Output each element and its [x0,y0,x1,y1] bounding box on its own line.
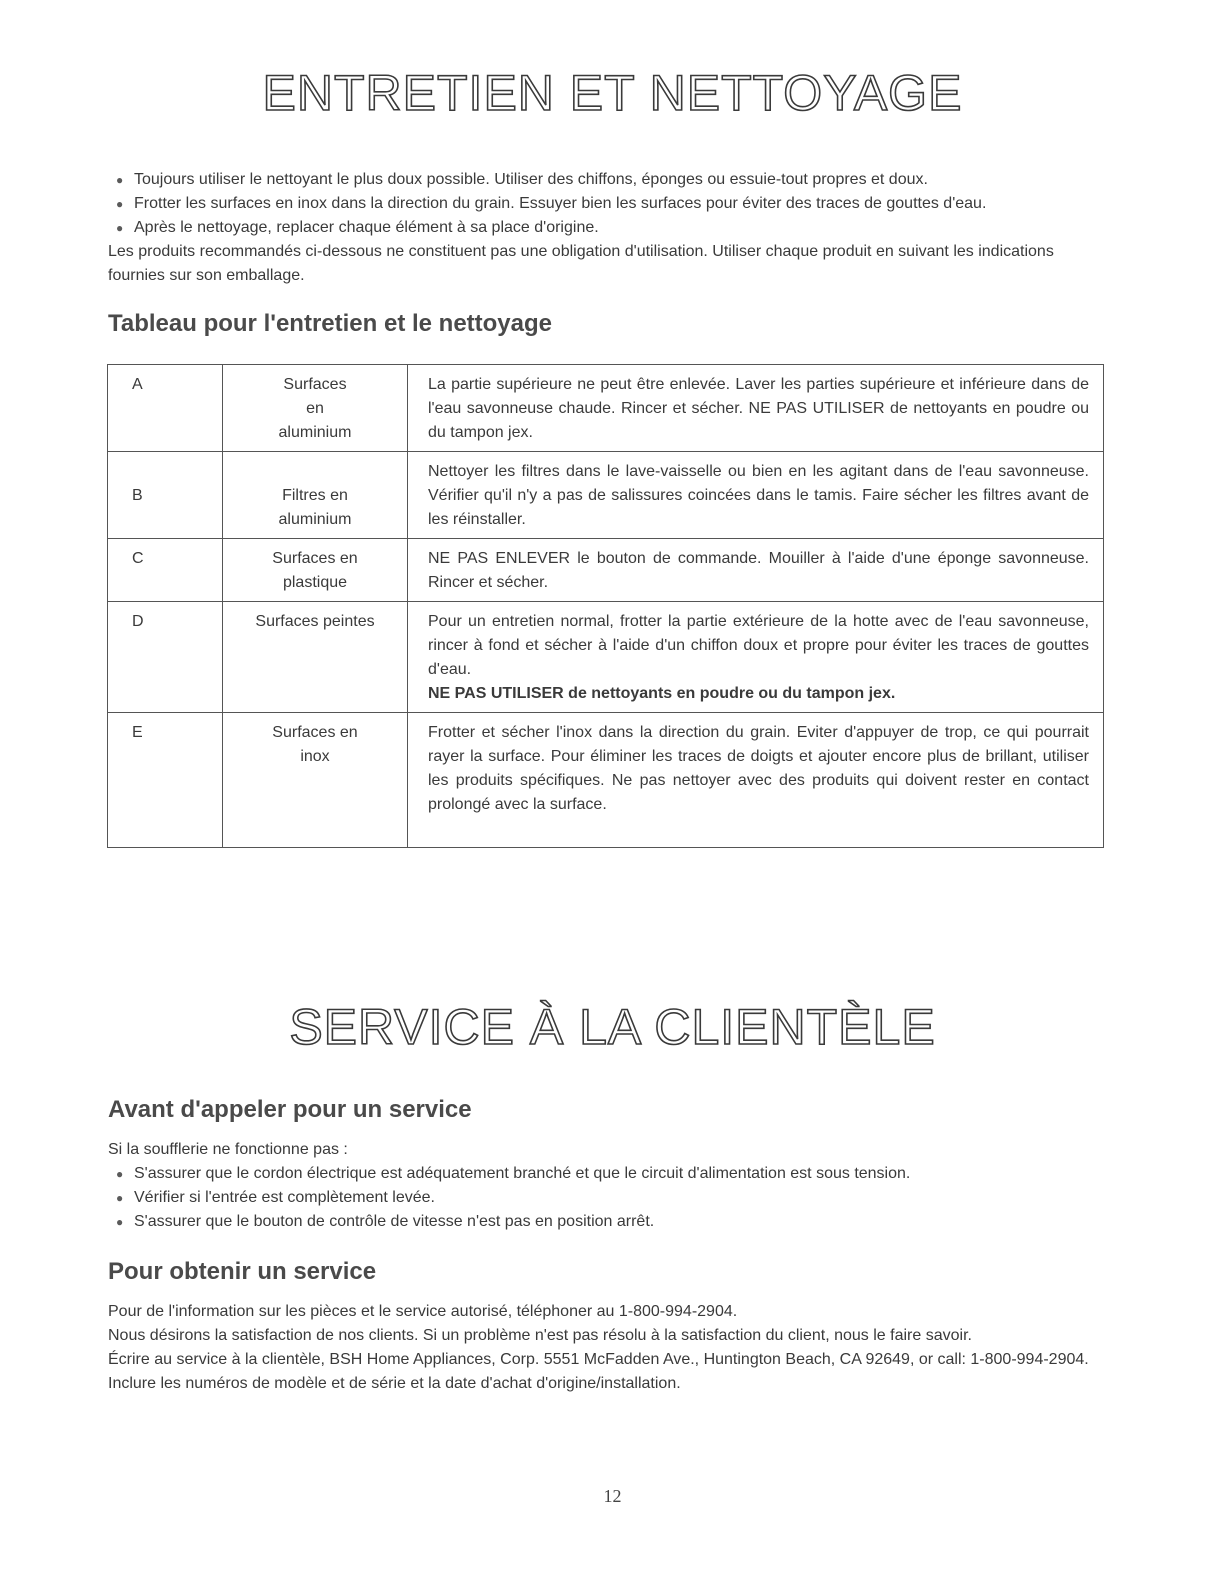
surface-line: en [306,400,324,417]
bullet-text: Vérifier si l'entrée est complètement levée. [134,1189,435,1206]
surface-cell [223,452,408,539]
bullet-icon: ● [116,1191,124,1205]
surface-line: plastique [282,574,348,591]
desc-text: La partie supérieure ne peut être enlevée. Laver les parties supérieure et inférieure dans de l'eau savonneuse chaude. Rincer et sécher. NE PAS UTILISER de nettoyants en poudre ou du tampon jex. [428,376,1089,441]
surface-cell [223,602,408,713]
bullet-icon: ● [116,1215,124,1229]
row-letter: D [108,602,223,713]
list-item [108,1210,1108,1234]
desc-cell [408,602,1104,713]
care-note: Les produits recommandés ci-dessous ne constituent pas une obligation d'utilisation. Utiliser chaque produit en suivant les indications fournies sur son emballage. [108,243,1054,284]
obtain-line: Écrire au service à la clientèle, BSH Home Appliances, Corp. 5551 McFadden Ave., Huntington Beach, CA 92649, or call: 1-800-994-2904. [108,1351,1089,1368]
surface-cell [223,539,408,602]
row-letter: B [108,452,223,539]
bullet-text: S'assurer que le cordon électrique est adéquatement branché et que le circuit d'alimentation est sous tension. [134,1165,911,1182]
before-service-list [108,1162,1108,1234]
bullet-icon: ● [116,197,124,211]
bullet-icon: ● [116,221,124,235]
obtain-line: Inclure les numéros de modèle et de série et la date d'achat d'origine/installation. [108,1375,681,1392]
desc-cell [408,539,1104,602]
list-item [108,1186,1108,1210]
row-letter: C [108,539,223,602]
table-row [108,452,1104,539]
desc-cell [408,452,1104,539]
surface-line: aluminium [278,424,352,441]
table-row [108,365,1104,452]
surface-line: Surfaces [283,376,347,393]
obtain-service-text [108,1300,1108,1396]
row-letter: E [108,713,223,848]
surface-line: Surfaces en [272,550,358,567]
surface-line: Filtres en [282,487,348,504]
obtain-line: Pour de l'information sur les pièces et le service autorisé, téléphoner au 1-800-994-2904. [108,1303,738,1320]
table-heading: Tableau pour l'entretien et le nettoyage [108,310,553,337]
surface-cell [223,365,408,452]
bullet-text: Toujours utiliser le nettoyant le plus doux possible. Utiliser des chiffons, éponges ou essuie-tout propres et doux. [134,171,928,188]
surface-line: Surfaces en [272,724,358,741]
service-title: SERVICE À LA CLIENTÈLE [289,999,936,1055]
bullet-icon: ● [116,173,124,187]
bullet-text: S'assurer que le bouton de contrôle de vitesse n'est pas en position arrêt. [134,1213,655,1230]
table-row [108,713,1104,848]
obtain-service-heading: Pour obtenir un service [108,1258,377,1285]
bullet-text: Frotter les surfaces en inox dans la direction du grain. Essuyer bien les surfaces pour éviter des traces de gouttes d'eau. [134,195,987,212]
before-service-heading: Avant d'appeler pour un service [108,1096,472,1123]
desc-text: Nettoyer les filtres dans le lave-vaisselle ou bien en les agitant dans de l'eau savonneuse. Vérifier qu'il n'y a pas de salissures coincées dans le tamis. Faire sécher les filtres avant de les réinstaller. [428,463,1089,528]
list-item [108,1162,1108,1186]
care-bullet-list [108,168,1108,240]
list-item [108,168,1108,192]
desc-text: Frotter et sécher l'inox dans la direction du grain. Eviter d'appuyer de trop, ce qui pourrait rayer la surface. Pour éliminer les traces de doigts et ajouter encore plus de brillant, utiliser les produits spécifiques. Ne pas nettoyer avec des produits qui doivent rester en contact prolongé avec la surface. [428,724,1089,813]
row-letter: A [108,365,223,452]
surface-line: inox [300,748,330,765]
desc-cell [408,713,1104,848]
care-title: ENTRETIEN ET NETTOYAGE [262,65,963,121]
desc-text: Pour un entretien normal, frotter la partie extérieure de la hotte avec de l'eau savonneuse, rincer à fond et sécher à l'aide d'un chiffon doux et propre pour éviter les traces de gouttes d'eau. [428,613,1089,678]
obtain-line: Nous désirons la satisfaction de nos clients. Si un problème n'est pas résolu à la satisfaction du client, nous le faire savoir. [108,1327,972,1344]
list-item [108,216,1108,240]
before-service-intro: Si la soufflerie ne fonctionne pas : [108,1141,348,1158]
desc-cell [408,365,1104,452]
care-table [107,364,1104,848]
list-item [108,192,1108,216]
desc-warning: NE PAS UTILISER de nettoyants en poudre ou du tampon jex. [428,685,896,702]
table-row [108,539,1104,602]
surface-line: aluminium [278,511,352,528]
page-number: 12 [603,1486,622,1506]
table-row [108,602,1104,713]
surface-line: Surfaces peintes [255,613,375,630]
surface-cell [223,713,408,848]
desc-text: NE PAS ENLEVER le bouton de commande. Mouiller à l'aide d'une éponge savonneuse. Rincer et sécher. [428,550,1089,591]
bullet-icon: ● [116,1167,124,1181]
bullet-text: Après le nettoyage, replacer chaque élément à sa place d'origine. [134,219,599,236]
